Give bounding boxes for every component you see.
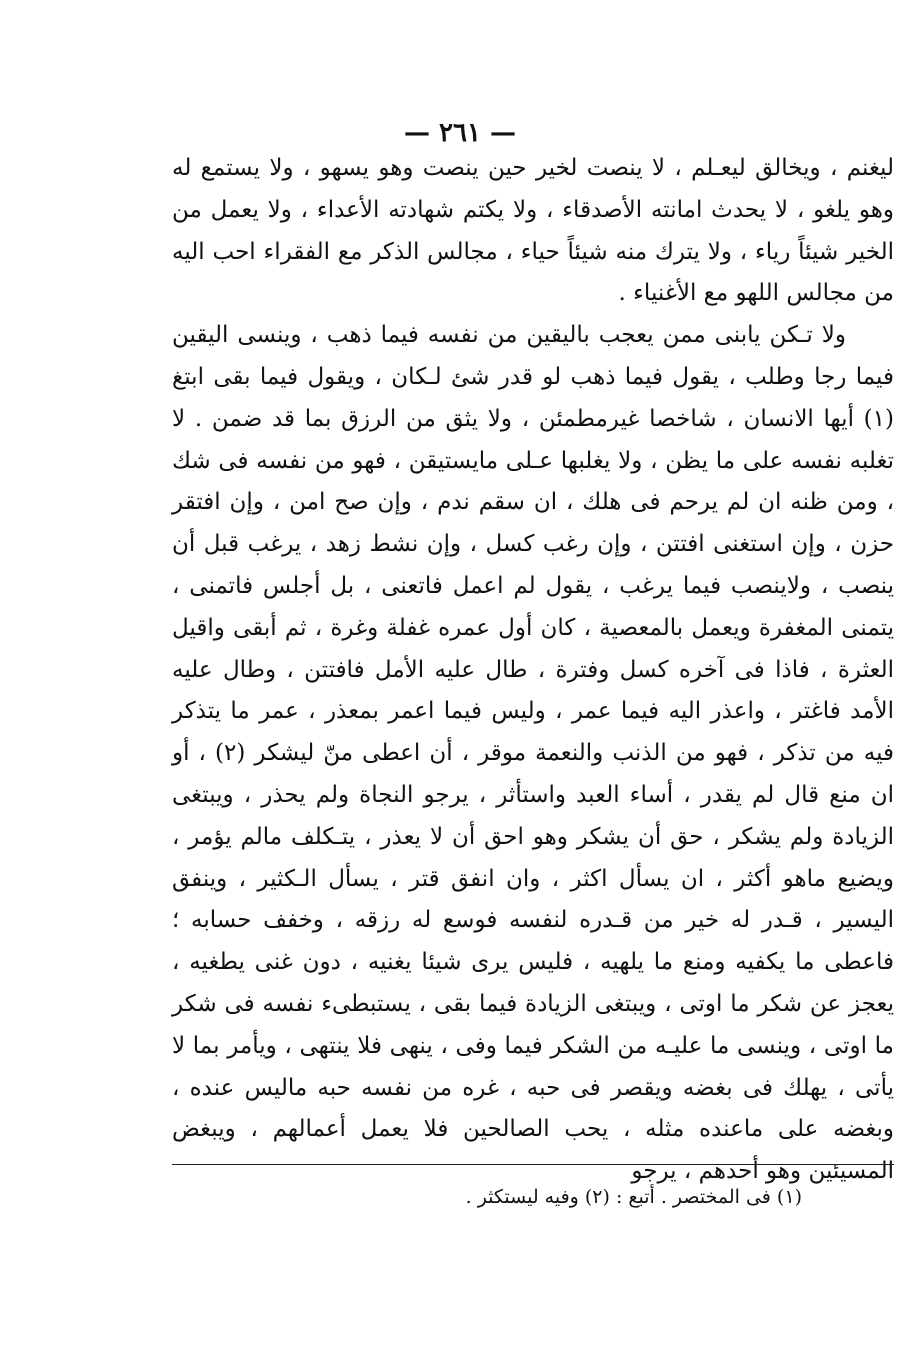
body-text (172, 148, 894, 1193)
paragraph-2: ولا تـكن يابنى ممن يعجب باليقين من نفسه فيما ذهب ، وينسى اليقين فيما رجا وطلب ، يقول فيما ذهب لو قدر شئ لـكان ، ويقول فيما بقى ابتغ (١) أيها الانسان ، شاخصا غيرمطمئن ، ولا يثق من الرزق بما قد ضمن . لا تغلبه نفسه على ما يظن ، ولا يغلبها عـلى مايستيقن ، فهو من نفسه فى شك ، ومن ظنه ان لم يرحم فى هلك ، ان سقم ندم ، وإن صح امن ، وإن افتقر حزن ، وإن استغنى افتتن ، وإن رغب كسل ، وإن نشط زهد ، يرغب قبل أن ينصب ، ولاينصب فيما يرغب ، يقول لم اعمل فاتعنى ، بل أجلس فاتمنى ، يتمنى المغفرة ويعمل بالمعصية ، كان أول عمره غفلة وغرة ، ثم أبقى واقيل العثرة ، فاذا فى آخره كسل وفترة ، طال عليه الأمل فافتتن ، وطال عليه الأمد فاغتر ، واعذر اليه فيما عمر ، وليس فيما اعمر بمعذر ، عمر ما يتذكر فيه من تذكر ، فهو من الذنب والنعمة موقر ، أن اعطى منّ ليشكر (٢) ، أو ان منع قال لم يقدر ، أساء العبد واستأثر ، يرجو النجاة ولم يحذر ، ويبتغى الزيادة ولم يشكر ، حق أن يشكر وهو احق أن لا يعذر ، يتـكلف مالم يؤمر ، ويضيع ماهو أكثر ، ان يسأل اكثر ، وان انفق قتر ، يسأل الـكثير ، وينفق اليسير ، قـدر له خير من قـدره لنفسه فوسع له رزقه ، وخفف حسابه ؛ فاعطى ما يكفيه ومنع ما يلهيه ، فليس يرى شيئا يغنيه ، دون غنى يطغيه ، يعجز عن شكر ما اوتى ، ويبتغى الزيادة فيما بقى ، يستبطىء نفسه فى شكر ما اوتى ، وينسى ما عليـه من الشكر فيما وفى ، ينهى فلا ينتهى ، ويأمر بما لا يأتى ، يهلك فى بغضه ويقصر فى حبه ، غره من نفسه حبه ماليس عنده ، وبغضه على ماعنده مثله ، يحب الصالحين فلا يعمل أعمالهم ، ويبغض المسيئين وهو أحدهم ، يرجو (172, 322, 895, 1185)
paragraph-1: ليغنم ، ويخالق ليعـلم ، لا ينصت لخير حين ينصت وهو يسهو ، ولا يستمع له وهو يلغو ، لا يحدث امانته الأصدقاء ، ولا يكتم شهادته الأعداء ، ولا يعمل من الخير شيئاً رياء ، ولا يترك منه شيئاً حياء ، مجالس الذكر مع الفقراء احب اليه من مجالس اللهو مع الأغنياء . (172, 155, 894, 307)
page-number: — ٢٦١ — (403, 118, 517, 148)
footnote-divider (172, 1164, 894, 1165)
footnote: (١) فى المختصر . أتبع : (٢) وفيه ليستكثر . (465, 1186, 802, 1208)
